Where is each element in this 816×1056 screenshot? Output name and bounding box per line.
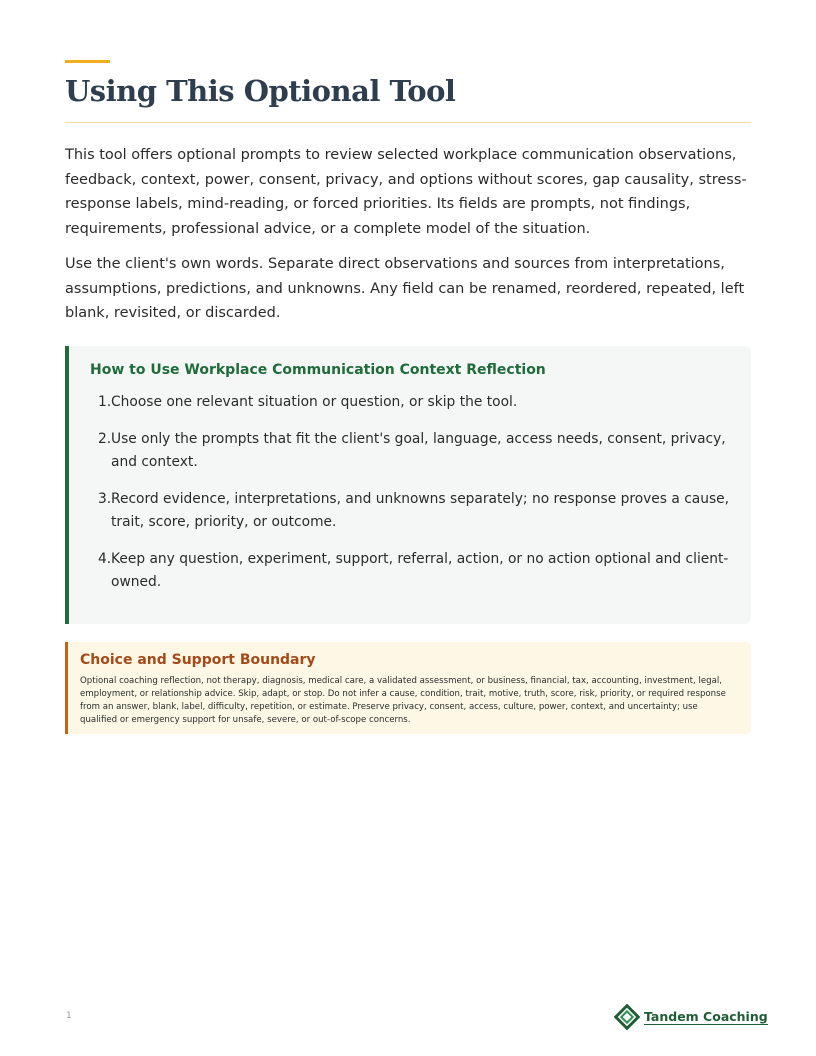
intro-paragraph-1: This tool offers optional prompts to review selected workplace communication observations, feedback, context, power, consent, privacy, and options without scores, gap causality, stress-response labels, mind-reading, or forced priorities. Its fields are prompts, not findings, requirements, professional advice, or a complete model of the situation. xyxy=(65,147,747,237)
how-to-step xyxy=(98,391,731,414)
page-title: Using This Optional Tool xyxy=(65,74,456,108)
step-number: 2. xyxy=(98,431,112,447)
step-text: Record evidence, interpretations, and unknowns separately; no response proves a cause, trait, score, priority, or outcome. xyxy=(111,491,730,530)
step-number: 3. xyxy=(98,491,112,507)
how-to-step xyxy=(98,428,731,474)
how-to-steps-list xyxy=(98,391,731,608)
support-boundary-text: Optional coaching reflection, not therapy, diagnosis, medical care, a validated assessment, or business, financial, tax, accounting, investment, legal, employment, or relationship advice. Skip, adapt, or stop. Do not infer a cause, condition, trait, motive, truth, score, risk, priority, or required response from an answer, blank, label, difficulty, repetition, or estimate. Preserve privacy, consent, access, culture, power, context, and uncertainty; use qualified or emergency support for unsafe, severe, or out-of-scope concerns. xyxy=(80,676,726,725)
support-boundary-title: Choice and Support Boundary xyxy=(80,652,316,668)
how-to-use-title: How to Use Workplace Communication Context Reflection xyxy=(90,362,546,378)
how-to-step xyxy=(98,548,731,594)
step-number: 4. xyxy=(98,551,112,567)
support-boundary-box xyxy=(65,642,751,734)
diamond-logo-icon xyxy=(614,1004,640,1030)
title-divider xyxy=(65,122,751,123)
step-text: Choose one relevant situation or question, or skip the tool. xyxy=(111,394,518,410)
title-accent-bar xyxy=(65,60,110,63)
how-to-use-box xyxy=(65,346,751,624)
how-to-step xyxy=(98,488,731,534)
page-number: 1 xyxy=(66,1011,72,1021)
step-number: 1. xyxy=(98,394,112,410)
step-text: Keep any question, experiment, support, referral, action, or no action optional and client-owned. xyxy=(111,551,729,590)
brand-name: Tandem Coaching xyxy=(644,1008,768,1024)
intro-paragraph-2: Use the client's own words. Separate direct observations and sources from interpretations, assumptions, predictions, and unknowns. Any field can be renamed, reordered, repeated, left blank, revisited, or discarded. xyxy=(65,256,745,321)
brand-logo xyxy=(614,1004,768,1030)
step-text: Use only the prompts that fit the client's goal, language, access needs, consent, privacy, and context. xyxy=(111,431,726,470)
